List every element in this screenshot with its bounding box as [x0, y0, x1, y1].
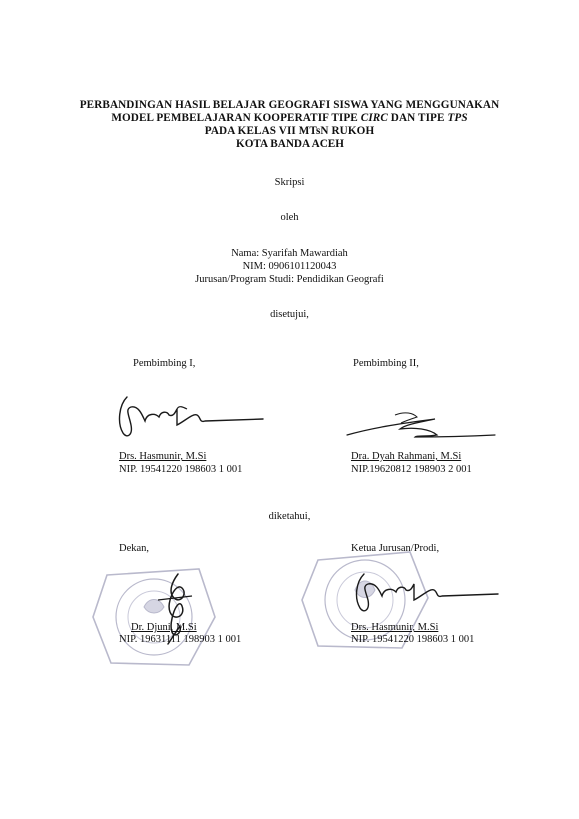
title-line-2-a: MODEL PEMBELAJARAN KOOPERATIF TIPE — [111, 112, 361, 124]
dean-name: Dr. Djuni, M.Si — [131, 622, 197, 633]
dean-nip: NIP. 19631111 198903 1 001 — [119, 634, 242, 645]
title-line-4: KOTA BANDA ACEH — [236, 138, 344, 150]
head-name: Drs. Hasmunir, M.Si — [351, 622, 439, 633]
dean-role: Dekan, — [119, 543, 150, 554]
title-line-2 — [0, 112, 579, 125]
acknowledged-label: diketahui, — [268, 511, 311, 522]
title-line-2-c: DAN TIPE — [387, 112, 448, 124]
advisor2-nip: NIP.19620812 198903 2 001 — [351, 464, 472, 475]
advisor1-name: Drs. Hasmunir, M.Si — [119, 451, 207, 462]
head-role: Ketua Jurusan/Prodi, — [351, 543, 440, 554]
head-nip: NIP. 19541220 198603 1 001 — [351, 634, 475, 645]
title-line-3: PADA KELAS VII MTsN RUKOH — [204, 125, 375, 137]
advisor1-signature — [115, 395, 265, 455]
head-signature — [352, 572, 502, 627]
author-program: Jurusan/Program Studi: Pendidikan Geografi — [195, 274, 384, 285]
advisor1-role: Pembimbing I, — [133, 358, 196, 369]
author-nim: NIM: 0906101120043 — [242, 261, 337, 272]
advisor2-name: Dra. Dyah Rahmani, M.Si — [351, 451, 462, 462]
advisor2-role: Pembimbing II, — [353, 358, 419, 369]
by-label: oleh — [280, 212, 299, 223]
title-line-2-circ: CIRC — [360, 112, 388, 124]
advisor1-nip: NIP. 19541220 198603 1 001 — [119, 464, 243, 475]
approved-label: disetujui, — [270, 309, 309, 320]
title-line-1: PERBANDINGAN HASIL BELAJAR GEOGRAFI SISWA YANG MENGGUNAKAN — [79, 99, 500, 111]
title-line-2-tps: TPS — [447, 112, 468, 124]
advisor2-signature — [345, 405, 505, 450]
author-name: Nama: Syarifah Mawardiah — [231, 248, 348, 259]
doc-type: Skripsi — [274, 177, 305, 188]
